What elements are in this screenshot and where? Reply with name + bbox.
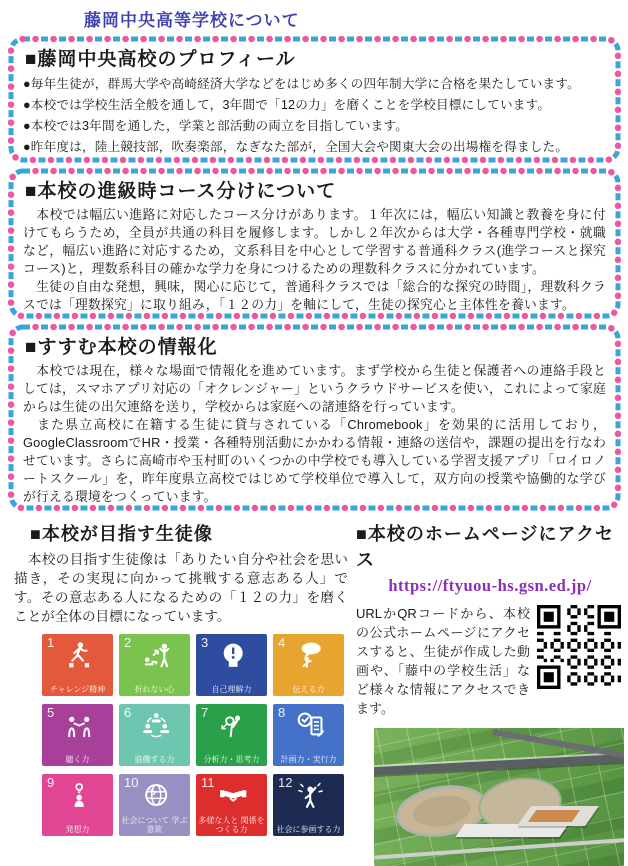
goal-label: 発想力 <box>65 824 90 834</box>
school-gym-building <box>517 806 599 826</box>
ict-paragraphs <box>23 362 606 506</box>
goal-number: 11 <box>201 775 215 790</box>
course-heading: ■本校の進級時コース分けについて <box>25 181 337 202</box>
ict-paragraph: また県立高校に在籍する生徒に貸与されている「Chromebook」を効果的に活用しており，GoogleClassroomでHR・授業・各種特別活動にかかわる情報・連絡の送信や，課題の提出を行なわせています。さらに高崎市や玉村町のいくつかの中学校でも導入している学習支援アプリ「ロイロノートスクール」を，昨年度県立高校ではじめて学校単位で導入して，双方向の授業や協働的な学びが行える環境をつくっています。 <box>23 417 606 504</box>
goal-tile <box>119 704 190 766</box>
goal-tile <box>119 634 190 696</box>
goal-tile <box>273 634 344 696</box>
goal-number: 12 <box>278 775 293 790</box>
analysis-magnifier-icon <box>218 710 248 740</box>
profile-box <box>8 36 621 163</box>
goal-tile <box>273 774 344 836</box>
student-image-section <box>12 518 348 866</box>
school-aerial-photo <box>374 728 624 866</box>
goal-label: 社会に参画する力 <box>276 824 341 834</box>
page-title: 藤岡中央高等学校について <box>84 11 300 30</box>
globe-icon <box>141 780 171 810</box>
goal-number: 10 <box>124 775 139 790</box>
ict-paragraph: 本校では現在，様々な場面で情報化を進めています。まず学校から生徒と保護者への連絡手段としては，スマホアプリ対応の「オクレンジャー」というクラウドサービスを使い，これによって家庭からは生徒の出欠連絡を送り，学校からは家庭への諸連絡を行っています。 <box>23 363 606 414</box>
goal-label: 計画力・実行力 <box>280 754 337 764</box>
goal-label: チャレンジ精神 <box>49 684 106 694</box>
ict-heading: ■すすむ本校の情報化 <box>25 337 218 358</box>
goal-label: 伝える力 <box>292 684 325 694</box>
bottom-section <box>0 516 628 866</box>
collaboration-cycle-icon <box>141 710 171 740</box>
goal-number: 6 <box>124 705 132 720</box>
goal-label: 社会について 学ぶ意欲 <box>121 816 188 834</box>
listening-icon <box>64 710 94 740</box>
goal-number: 2 <box>124 635 132 650</box>
goal-number: 1 <box>47 635 55 650</box>
goal-tile <box>42 634 113 696</box>
student-image-paragraph: 本校の目指す生徒像は「ありたい自分や社会を思い描き，その実現に向かって挑戦する意志ある人」です。その意志ある人になるための「１２の力」を磨くことが全体の目標になっています。 <box>14 552 348 624</box>
goal-tile <box>196 774 267 836</box>
goal-number: 7 <box>201 705 209 720</box>
course-paragraphs <box>23 206 606 314</box>
profile-bullet: ●本校では学校生活全般を通して，3年間で「12の力」を磨くことを学校目標にしています。 <box>23 98 551 112</box>
course-paragraph: 生徒の自由な発想，興味，関心に応じて，普通科クラスでは「総合的な探究の時間」，理数科クラスでは「理数探究」に取り組み，「１２の力」を軸にして，生徒の探究心と主体性を養います。 <box>23 279 606 312</box>
goal-tile <box>196 704 267 766</box>
profile-bullet: ●昨年度は，陸上競技部，吹奏楽部，なぎなた部が，全国大会や関東大会の出場権を得ました。 <box>23 140 569 154</box>
goal-number: 8 <box>278 705 286 720</box>
homepage-description: URLかQRコードから、本校の公式ホームページにアクセスすると、生徒が作成した動画や、「藤中の学校生活」など様々な情報にアクセスできます。 <box>356 606 530 716</box>
goal-number: 4 <box>278 635 286 650</box>
ict-box <box>8 324 621 511</box>
qr-code-icon <box>536 604 622 690</box>
course-paragraph: 本校では幅広い進路に対応したコース分けがあります。１年次には，幅広い知識と教養を身に付けてもらうため，全員が共通の科目を履修します。しかし２年次からは大学・各種専門学校・就職など，幅広い進路に対応するため，文系科目を中心として学習する普通科クラス(進学コースと探究コース)と，理数系科目の確かな学力を身につけるための理数科クラスに分かれています。 <box>23 207 606 276</box>
goal-label: 折れない心 <box>134 684 175 694</box>
goal-number: 5 <box>47 705 55 720</box>
homepage-section <box>348 518 624 866</box>
twelve-powers-grid <box>42 634 348 836</box>
idea-bulb-icon <box>64 780 94 810</box>
homepage-heading: ■本校のホームページにアクセス <box>356 524 614 570</box>
homepage-row <box>356 604 624 718</box>
goal-tile <box>42 774 113 836</box>
student-image-heading: ■本校が目指す生徒像 <box>30 524 213 544</box>
goal-tile <box>196 634 267 696</box>
goal-label: 自己理解力 <box>211 684 252 694</box>
challenge-jump-icon <box>64 640 94 670</box>
goal-label: 協働する力 <box>134 754 175 764</box>
participation-icon <box>295 780 325 810</box>
profile-heading: ■藤岡中央高校のプロフィール <box>25 49 296 70</box>
goal-label: 多様な人と 関係をつくる力 <box>198 816 265 834</box>
profile-bullets <box>23 74 606 158</box>
course-box <box>8 168 621 319</box>
plan-checklist-icon <box>295 710 325 740</box>
resilience-icon <box>141 640 171 670</box>
profile-bullet: ●本校では3年間を通した，学業と部活動の両立を目指しています。 <box>23 119 409 133</box>
self-understanding-icon <box>218 640 248 670</box>
goal-label: 聴く力 <box>65 754 90 764</box>
homepage-url-link[interactable]: https://ftyuou-hs.gsn.ed.jp/ <box>388 576 592 595</box>
goal-number: 3 <box>201 635 209 650</box>
goal-tile <box>119 774 190 836</box>
speech-bubble-icon <box>295 640 325 670</box>
profile-bullet: ●毎年生徒が，群馬大学や高崎経済大学などをはじめ多くの四年制大学に合格を果たしています。 <box>23 77 580 91</box>
goal-label: 分析力・思考力 <box>203 754 260 764</box>
goal-tile <box>273 704 344 766</box>
handshake-icon <box>218 780 248 810</box>
goal-number: 9 <box>47 775 55 790</box>
goal-tile <box>42 704 113 766</box>
